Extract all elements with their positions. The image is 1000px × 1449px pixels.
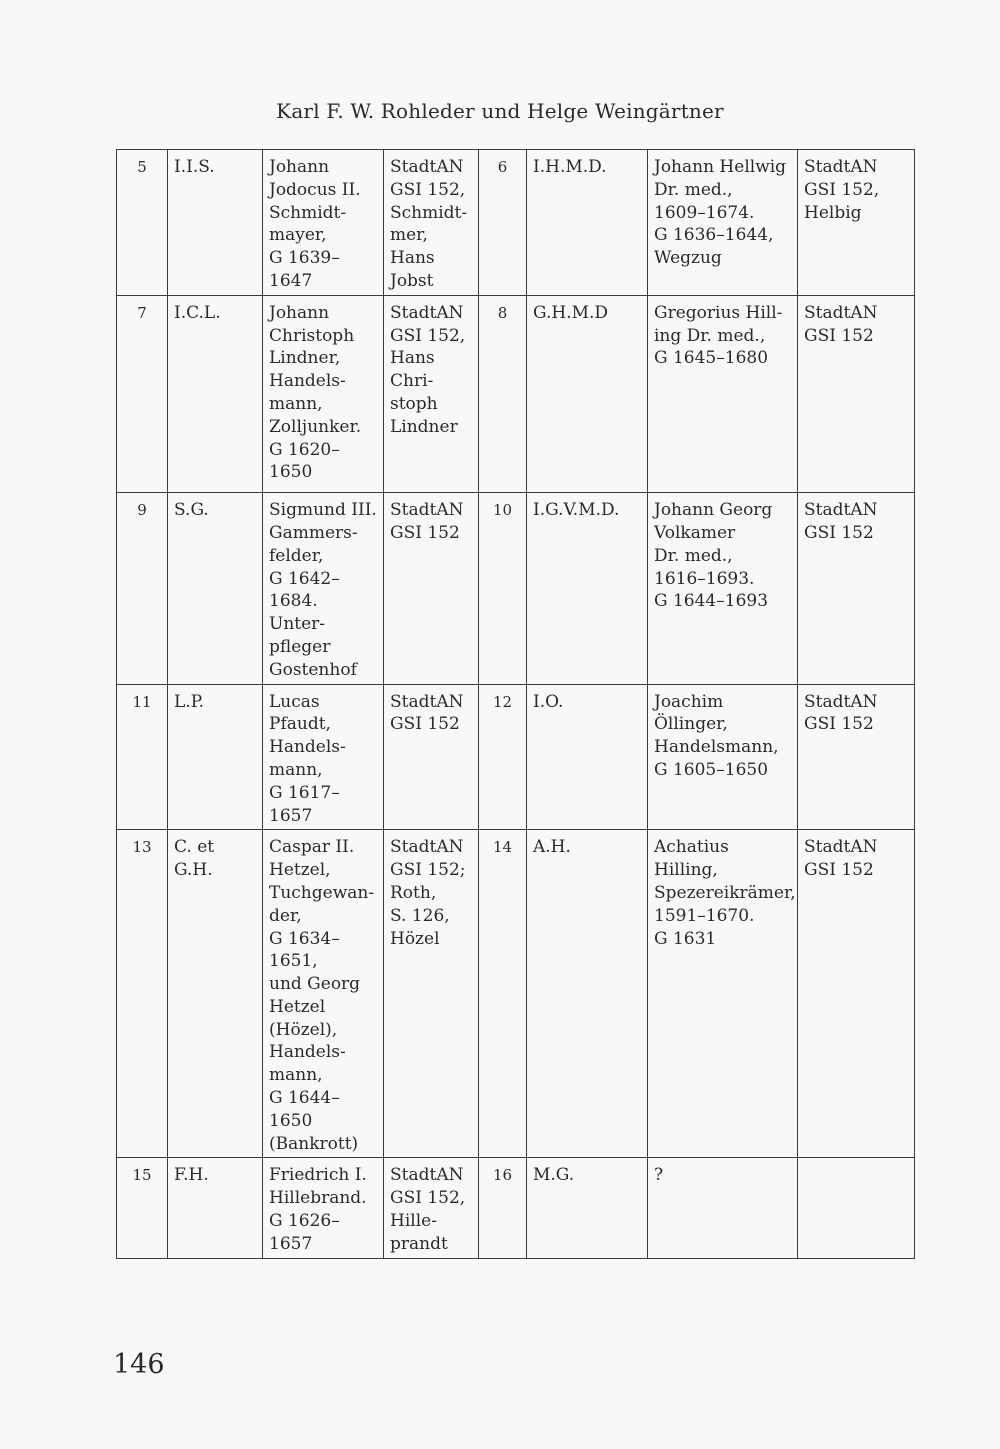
person-cell-line: ? (654, 1165, 664, 1186)
table-row (117, 493, 915, 684)
source-cell-line: GSI 152 (804, 325, 874, 346)
monogram-cell-line: I.H.M.D. (533, 157, 607, 177)
monogram-cell-line: C. et (174, 837, 215, 858)
person-cell-line: Dr. med., (654, 179, 733, 200)
source-cell-line: S. 126, (390, 905, 450, 926)
source-cell-line: Hans (390, 248, 435, 269)
monogram-cell (168, 150, 263, 296)
monogram-cell (527, 493, 648, 684)
person-cell-line: G 1644– (269, 1088, 340, 1109)
monogram-cell (527, 830, 648, 1158)
table-row (117, 684, 915, 830)
person-cell-line: Schmidt- (269, 202, 347, 223)
person-cell-line: G 1642– (269, 568, 340, 589)
person-cell-line: G 1645–1680 (654, 348, 769, 369)
entry-number: 11 (117, 684, 168, 830)
person-cell-line: G 1626– (269, 1211, 340, 1232)
person-cell-line: Hillebrand. (269, 1188, 367, 1209)
entry-number: 7 (117, 295, 168, 492)
monogram-cell (527, 684, 648, 830)
source-cell-line: GSI 152 (804, 522, 874, 543)
monogram-cell (527, 295, 648, 492)
person-cell-line: Handelsmann, (654, 737, 779, 758)
person-cell-line: Pfaudt, (269, 714, 331, 735)
source-cell-line: StadtAN (804, 500, 878, 521)
monogram-table (116, 149, 915, 1259)
source-cell (384, 295, 479, 492)
table-row (117, 295, 915, 492)
source-cell-line: GSI 152 (804, 714, 874, 735)
entry-number: 10 (479, 493, 527, 684)
person-cell-line: Caspar II. (269, 837, 355, 858)
source-cell (798, 493, 915, 684)
person-cell-line: 1647 (269, 270, 313, 291)
source-cell-line: StadtAN (390, 302, 464, 323)
person-cell-line: Johann (269, 157, 330, 177)
monogram-cell-line: I.C.L. (174, 302, 221, 323)
source-cell-line: StadtAN (390, 837, 464, 858)
source-cell-line: Lindner (390, 416, 458, 437)
monogram-cell-line: M.G. (533, 1165, 575, 1186)
source-cell-line: Roth, (390, 882, 437, 903)
source-cell-line: StadtAN (804, 302, 878, 323)
monogram-cell-line: I.I.S. (174, 157, 215, 177)
person-cell (263, 150, 384, 296)
person-cell-line: G 1634– (269, 928, 340, 949)
person-cell (648, 150, 798, 296)
source-cell-line: StadtAN (804, 157, 878, 177)
person-cell-line: mann, (269, 393, 323, 414)
person-cell-line: Handels- (269, 371, 346, 392)
person-cell-line: Joachim (654, 691, 724, 712)
person-cell (263, 684, 384, 830)
person-cell-line: G 1636–1644, (654, 225, 774, 246)
person-cell-line: Lucas (269, 691, 320, 712)
person-cell-line: Gammers- (269, 522, 358, 543)
person-cell-line: Jodocus II. (269, 179, 361, 200)
person-cell-line: G 1617– (269, 782, 340, 803)
source-cell-line: Jobst (390, 270, 434, 291)
person-cell (648, 1158, 798, 1258)
person-cell-line: Handels- (269, 1042, 346, 1063)
person-cell-line: Wegzug (654, 248, 722, 269)
person-cell-line: G 1631 (654, 928, 717, 949)
person-cell-line: mann, (269, 759, 323, 780)
person-cell-line: Öllinger, (654, 714, 728, 735)
entry-number: 9 (117, 493, 168, 684)
monogram-cell-line: S.G. (174, 500, 209, 521)
person-cell (648, 684, 798, 830)
person-cell-line: Hetzel, (269, 860, 331, 881)
person-cell-line: Volkamer (654, 522, 736, 543)
entry-number: 8 (479, 295, 527, 492)
person-cell-line: 1651, (269, 951, 318, 972)
person-cell-line: (Bankrott) (269, 1133, 359, 1154)
person-cell-line: G 1644–1693 (654, 591, 769, 612)
source-cell-line: GSI 152, (390, 179, 466, 200)
person-cell-line: Gregorius Hill- (654, 302, 783, 323)
person-cell (648, 295, 798, 492)
monogram-cell (168, 1158, 263, 1258)
entry-number: 14 (479, 830, 527, 1158)
source-cell-line: StadtAN (804, 837, 878, 858)
source-cell-line: Hözel (390, 928, 440, 949)
source-cell-line: Schmidt- (390, 202, 468, 223)
source-cell (798, 684, 915, 830)
monogram-cell-line: G.H. (174, 860, 213, 881)
source-cell-line: GSI 152 (390, 714, 460, 735)
source-cell-line: Chri- (390, 371, 434, 392)
person-cell-line: Unter- (269, 614, 326, 635)
entry-number: 5 (117, 150, 168, 296)
monogram-cell (527, 150, 648, 296)
entry-number: 13 (117, 830, 168, 1158)
entry-number: 12 (479, 684, 527, 830)
person-cell-line: und Georg (269, 974, 361, 995)
person-cell-line: 1650 (269, 1110, 313, 1131)
person-cell-line: G 1639– (269, 248, 340, 269)
source-cell-line: GSI 152, (390, 325, 466, 346)
person-cell (648, 830, 798, 1158)
running-header: Karl F. W. Rohleder und Helge Weingärtner (276, 99, 724, 123)
person-cell-line: 1657 (269, 805, 313, 826)
person-cell-line: mann, (269, 1065, 323, 1086)
person-cell-line: Friedrich I. (269, 1165, 367, 1186)
source-cell-line: StadtAN (390, 691, 464, 712)
table-body (117, 150, 915, 1259)
person-cell (263, 295, 384, 492)
person-cell-line: Dr. med., (654, 545, 733, 566)
person-cell (263, 1158, 384, 1258)
person-cell-line: Achatius (654, 837, 729, 858)
page-number: 146 (113, 1349, 165, 1380)
person-cell-line: (Hözel), (269, 1019, 338, 1040)
monogram-cell-line: A.H. (533, 837, 571, 858)
person-cell-line: Tuchgewan- (269, 882, 375, 903)
source-cell-line: StadtAN (804, 691, 878, 712)
source-cell-line: GSI 152, (390, 1188, 466, 1209)
person-cell-line: 1657 (269, 1233, 313, 1254)
person-cell-line: Johann Hellwig (654, 157, 787, 177)
person-cell-line: Hetzel (269, 996, 326, 1017)
person-cell-line: Sigmund III. (269, 500, 377, 521)
person-cell-line: Lindner, (269, 348, 341, 369)
source-cell-line: Hille- (390, 1211, 437, 1232)
source-cell (798, 1158, 915, 1258)
entry-number: 6 (479, 150, 527, 296)
person-cell-line: 1616–1693. (654, 568, 755, 589)
source-cell-line: GSI 152 (390, 522, 460, 543)
person-cell-line: Johann Georg (654, 500, 773, 521)
source-cell (798, 150, 915, 296)
source-cell (384, 830, 479, 1158)
person-cell-line: Christoph (269, 325, 355, 346)
source-cell-line: mer, (390, 225, 428, 246)
person-cell-line: ing Dr. med., (654, 325, 766, 346)
person-cell-line: G 1605–1650 (654, 759, 769, 780)
monogram-cell (168, 493, 263, 684)
person-cell-line: Zolljunker. (269, 416, 362, 437)
source-cell-line: stoph (390, 393, 438, 414)
source-cell (384, 684, 479, 830)
source-cell-line: GSI 152; (390, 860, 466, 881)
source-cell (384, 493, 479, 684)
person-cell-line: 1591–1670. (654, 905, 755, 926)
person-cell-line: Gostenhof (269, 659, 357, 680)
monogram-cell-line: I.G.V.M.D. (533, 500, 620, 521)
source-cell-line: GSI 152, (804, 179, 880, 200)
source-cell (384, 1158, 479, 1258)
person-cell-line: Hilling, (654, 860, 718, 881)
entry-number: 16 (479, 1158, 527, 1258)
table-row (117, 830, 915, 1158)
monogram-cell (168, 684, 263, 830)
person-cell-line: G 1620– (269, 439, 340, 460)
person-cell-line: pfleger (269, 636, 331, 657)
source-cell-line: StadtAN (390, 157, 464, 177)
table-row (117, 150, 915, 296)
monogram-cell-line: L.P. (174, 691, 205, 712)
person-cell-line: 1650 (269, 462, 313, 483)
person-cell-line: der, (269, 905, 302, 926)
source-cell-line: Helbig (804, 202, 862, 223)
person-cell-line: mayer, (269, 225, 327, 246)
monogram-cell-line: G.H.M.D (533, 302, 609, 323)
person-cell (263, 830, 384, 1158)
source-cell (384, 150, 479, 296)
person-cell-line: felder, (269, 545, 324, 566)
monogram-cell-line: F.H. (174, 1165, 209, 1186)
source-cell (798, 830, 915, 1158)
source-cell (798, 295, 915, 492)
person-cell-line: 1609–1674. (654, 202, 755, 223)
monogram-cell (168, 830, 263, 1158)
source-cell-line: StadtAN (390, 500, 464, 521)
person-cell-line: Handels- (269, 737, 346, 758)
person-cell-line: 1684. (269, 591, 318, 612)
source-cell-line: StadtAN (390, 1165, 464, 1186)
entry-number: 15 (117, 1158, 168, 1258)
monogram-cell-line: I.O. (533, 691, 564, 712)
source-cell-line: GSI 152 (804, 860, 874, 881)
monogram-cell (527, 1158, 648, 1258)
source-cell-line: prandt (390, 1233, 448, 1254)
table-row (117, 1158, 915, 1258)
person-cell (263, 493, 384, 684)
source-cell-line: Hans (390, 348, 435, 369)
person-cell (648, 493, 798, 684)
person-cell-line: Spezereikrämer, (654, 882, 796, 903)
person-cell-line: Johann (269, 302, 330, 323)
monogram-cell (168, 295, 263, 492)
